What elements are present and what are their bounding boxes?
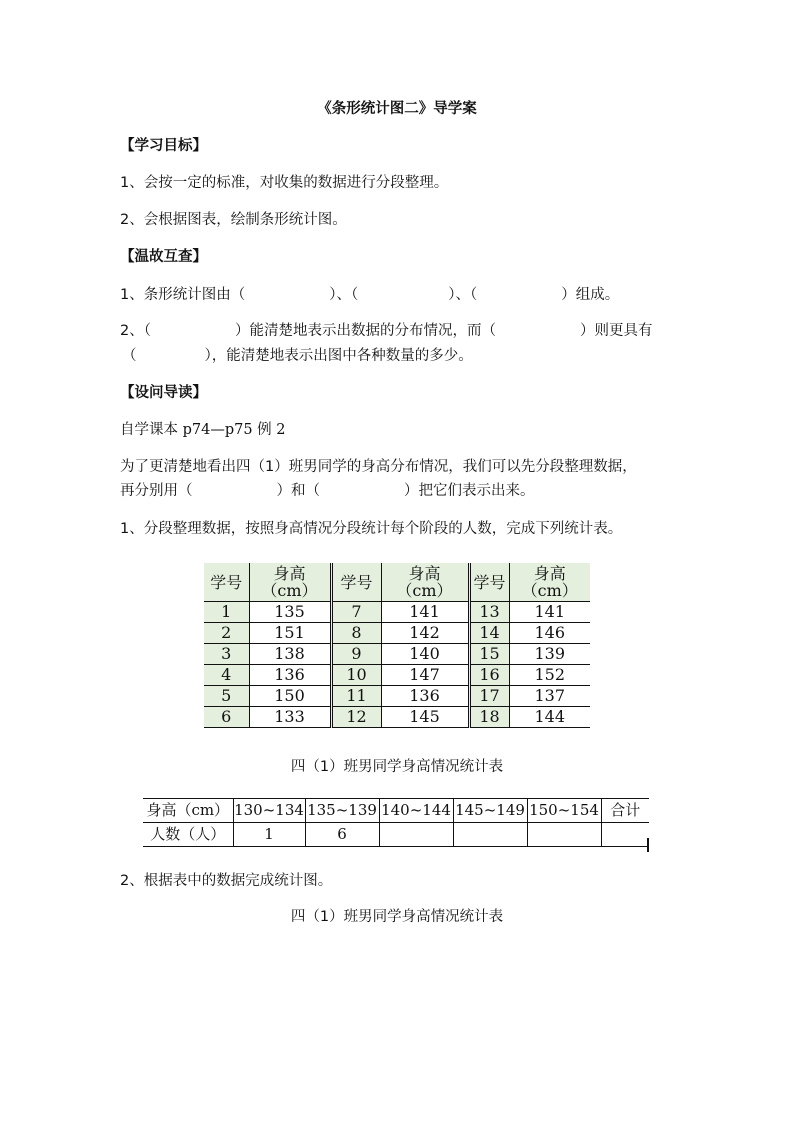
header-height-unit: （cm） [521, 581, 578, 600]
cell-height: 140 [381, 644, 469, 665]
cell-height: 144 [509, 707, 590, 728]
review-q2-part-b: ）能清楚地表示出数据的分布情况，而（ [234, 323, 496, 339]
table-row [204, 644, 590, 665]
height-data-table [204, 563, 590, 728]
intro-line-2 [120, 481, 535, 501]
review-q2-part-c: ）则更具有 [579, 323, 653, 339]
summary-count-cell: 1 [233, 823, 305, 847]
intro-part-a: 再分别用（ [120, 483, 193, 499]
cell-id: 16 [469, 665, 509, 686]
cell-height: 138 [249, 644, 331, 665]
goal-item-1: 1、会按一定的标准，对收集的数据进行分段整理。 [120, 175, 449, 191]
review-q1-part-c: ）、（ [448, 287, 478, 303]
cell-height: 152 [509, 665, 590, 686]
summary-count-cell [379, 823, 453, 847]
intro-line-1: 为了更清楚地看出四（1）班男同学的身高分布情况，我们可以先分段整理数据， [120, 459, 637, 475]
header-id: 学号 [469, 563, 509, 602]
table-row [204, 686, 590, 707]
task-1: 1、分段整理数据，按照身高情况分段统计每个阶段的人数，完成下列统计表。 [120, 521, 623, 537]
header-height-unit: （cm） [396, 581, 453, 600]
table-header-row [204, 563, 590, 602]
cell-height: 133 [249, 707, 331, 728]
header-height [381, 563, 469, 602]
table-row [204, 602, 590, 623]
cell-height: 141 [381, 602, 469, 623]
self-study-note: 自学课本 p74—p75 例 2 [120, 422, 286, 438]
summary-count-row [143, 823, 649, 847]
table-row [204, 623, 590, 644]
cell-id: 6 [204, 707, 249, 728]
heading-guided-reading: 【设问导读】 [120, 385, 207, 401]
summary-header-cell: 150~154 [527, 799, 601, 823]
cell-id: 5 [204, 686, 249, 707]
cell-height: 136 [381, 686, 469, 707]
chart-caption: 四（1）班男同学身高情况统计表 [290, 909, 504, 925]
cell-id: 13 [469, 602, 509, 623]
intro-part-b: ）和（ [276, 483, 320, 499]
cell-id: 2 [204, 623, 249, 644]
task-2: 2、根据表中的数据完成统计图。 [120, 873, 333, 889]
summary-header-cell: 135~139 [305, 799, 379, 823]
cell-id: 10 [331, 665, 381, 686]
summary-header-cell: 145~149 [453, 799, 527, 823]
review-question-1 [120, 285, 619, 305]
heading-review: 【温故互查】 [120, 249, 207, 265]
summary-header-cell: 130~134 [233, 799, 305, 823]
cell-id: 11 [331, 686, 381, 707]
header-height-label: 身高 [533, 564, 566, 583]
cell-id: 4 [204, 665, 249, 686]
cell-height: 146 [509, 623, 590, 644]
cell-id: 17 [469, 686, 509, 707]
table-row [204, 707, 590, 728]
review-q1-part-a: 1、条形统计图由（ [120, 287, 246, 303]
cell-height: 135 [249, 602, 331, 623]
summary-header-cell: 身高（cm） [143, 799, 233, 823]
summary-count-cell [527, 823, 601, 847]
cell-id: 18 [469, 707, 509, 728]
summary-count-cell [453, 823, 527, 847]
cell-height: 150 [249, 686, 331, 707]
review-q1-part-b: ）、（ [329, 287, 359, 303]
cell-height: 139 [509, 644, 590, 665]
summary-header-cell: 合计 [601, 799, 649, 823]
cell-id: 3 [204, 644, 249, 665]
header-id: 学号 [331, 563, 381, 602]
cell-height: 137 [509, 686, 590, 707]
summary-count-cell: 人数（人） [143, 823, 233, 847]
cell-id: 12 [331, 707, 381, 728]
summary-header-row [143, 799, 649, 823]
table-row [204, 665, 590, 686]
cell-height: 147 [381, 665, 469, 686]
summary-count-cell [601, 823, 649, 847]
review-q2-part-a: 2、（ [120, 323, 151, 339]
cell-height: 151 [249, 623, 331, 644]
header-height [509, 563, 590, 602]
cell-id: 8 [331, 623, 381, 644]
header-id: 学号 [204, 563, 249, 602]
table-end-mark [647, 838, 649, 852]
review-q1-part-d: ）组成。 [561, 287, 620, 303]
cell-id: 14 [469, 623, 509, 644]
goal-item-2: 2、会根据图表，绘制条形统计图。 [120, 212, 347, 228]
summary-table-caption: 四（1）班男同学身高情况统计表 [290, 759, 504, 775]
page-title: 《条形统计图二》导学案 [317, 101, 477, 117]
cell-id: 15 [469, 644, 509, 665]
summary-header-cell: 140~144 [379, 799, 453, 823]
review-question-2-line-1 [120, 321, 652, 341]
cell-id: 1 [204, 602, 249, 623]
cell-height: 136 [249, 665, 331, 686]
heading-learning-goals: 【学习目标】 [120, 138, 207, 154]
cell-height: 145 [381, 707, 469, 728]
header-height-label: 身高 [408, 564, 441, 583]
cell-id: 7 [331, 602, 381, 623]
summary-count-cell: 6 [305, 823, 379, 847]
header-height [249, 563, 331, 602]
intro-part-c: ）把它们表示出来。 [404, 483, 535, 499]
review-question-2-line-2 [122, 346, 473, 366]
summary-table [143, 798, 649, 847]
cell-height: 142 [381, 623, 469, 644]
cell-id: 9 [331, 644, 381, 665]
review-q2-part-d: （ [122, 348, 137, 364]
cell-height: 141 [509, 602, 590, 623]
header-height-label: 身高 [273, 564, 306, 583]
header-height-unit: （cm） [261, 581, 318, 600]
review-q2-part-e: ），能清楚地表示出图中各种数量的多少。 [204, 348, 473, 364]
